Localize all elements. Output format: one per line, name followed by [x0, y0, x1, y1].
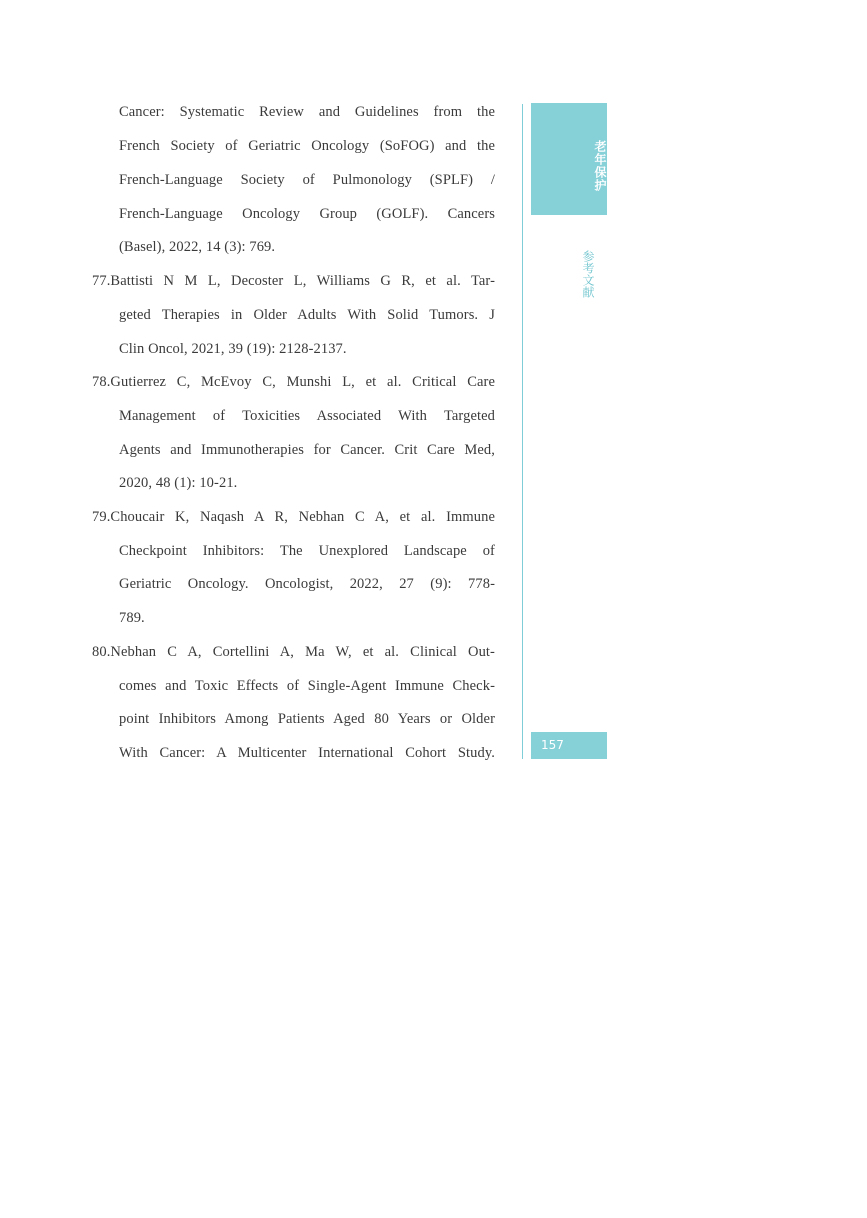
reference-line: geted Therapies in Older Adults With Solid Tumors. J [119, 307, 495, 323]
reference-entry-77: 77.Battisti N M L, Decoster L, Williams G R, et al. Tar- [92, 273, 495, 289]
chapter-title: 老年保护 [593, 140, 607, 192]
reference-line: 789. [119, 610, 145, 626]
margin-divider [522, 104, 523, 759]
page-number: 157 [541, 738, 564, 752]
reference-line: French-Language Oncology Group (GOLF). Cancers [119, 206, 495, 222]
reference-line: With Cancer: A Multicenter International Cohort Study. [119, 745, 495, 761]
reference-line: Management of Toxicities Associated With Targeted [119, 408, 495, 424]
reference-entry-78: 78.Gutierrez C, McEvoy C, Munshi L, et al. Critical Care [92, 374, 495, 390]
reference-line: (Basel), 2022, 14 (3): 769. [119, 239, 276, 255]
reference-line: Cancer: Systematic Review and Guidelines from the [119, 104, 495, 120]
reference-line: Clin Oncol, 2021, 39 (19): 2128-2137. [119, 341, 347, 357]
reference-line: point Inhibitors Among Patients Aged 80 Years or Older [119, 711, 495, 727]
reference-line: comes and Toxic Effects of Single-Agent Immune Check- [119, 678, 495, 694]
reference-entry-80: 80.Nebhan C A, Cortellini A, Ma W, et al. Clinical Out- [92, 644, 495, 660]
reference-line: Agents and Immunotherapies for Cancer. Crit Care Med, [119, 442, 495, 458]
reference-line: 2020, 48 (1): 10-21. [119, 475, 238, 491]
reference-line: Checkpoint Inhibitors: The Unexplored Landscape of [119, 543, 495, 559]
page-number-box [531, 732, 607, 759]
section-title: 参考文献 [581, 250, 595, 298]
reference-entry-79: 79.Choucair K, Naqash A R, Nebhan C A, et al. Immune [92, 509, 495, 525]
reference-line: French-Language Society of Pulmonology (SPLF) / [119, 172, 495, 188]
reference-line: French Society of Geriatric Oncology (SoFOG) and the [119, 138, 495, 154]
reference-line: Geriatric Oncology. Oncologist, 2022, 27 (9): 778- [119, 576, 495, 592]
chapter-tab [531, 103, 607, 215]
